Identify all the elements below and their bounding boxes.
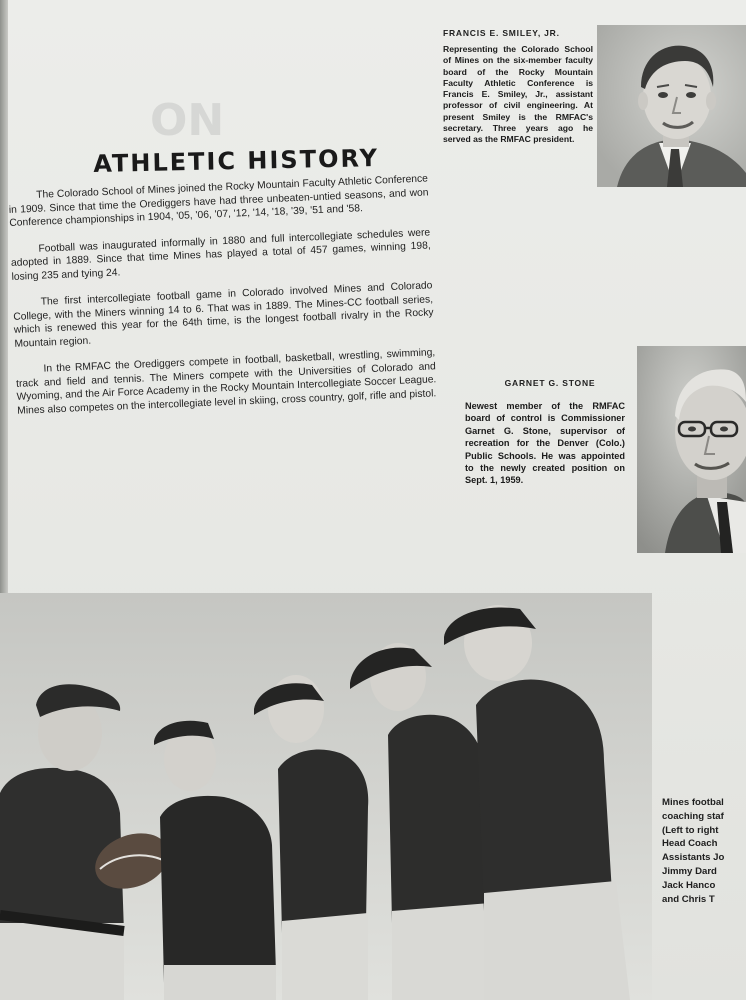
- stone-name: GARNET G. STONE: [504, 378, 596, 388]
- stone-caption-block: [465, 378, 625, 487]
- athletic-history-heading: ATHLETIC HISTORY: [93, 144, 380, 178]
- athletic-history-body: [8, 172, 438, 430]
- staff-photo-caption: [662, 796, 746, 906]
- caption-line: and Chris T: [662, 893, 715, 905]
- smiley-bio: Representing the Colorado School of Mines on the six-member faculty board of the Rocky Mountain Faculty Athletic Conference is Francis E. Smiley, Jr., assistant professor of civil engineering. At present Smiley is the RMFAC's secretary. Three years ago he served as the RMFAC president.: [443, 44, 593, 145]
- history-paragraph: Football was inaugurated informally in 1880 and full intercollegiate schedules were adopted in 1889. Since that time Mines has played a total of 457 games, winning 198, losing 235 and tying 24.: [10, 226, 431, 283]
- caption-line: Jimmy Dard: [662, 865, 717, 877]
- caption-line: coaching staf: [662, 810, 724, 822]
- garnet-stone-portrait: [637, 346, 746, 553]
- stone-bio: Newest member of the RMFAC board of control is Commissioner Garnet G. Stone, supervisor of recreation for the Denver (Colo.) Public Schools. He was appointed to the newly created position on Sept. 1, 1959.: [465, 401, 625, 486]
- caption-line: Head Coach: [662, 838, 718, 850]
- coaching-staff-photo: [0, 593, 652, 1000]
- history-paragraph: The Colorado School of Mines joined the Rocky Mountain Faculty Athletic Conference in 1909. Since that time the Orediggers have had three unbeaten-untied seasons, and won Conference championships in 1904, '05, '06, '07, '12, '14, '18, '39, '51 and '58.: [8, 173, 429, 229]
- caption-line: Assistants Jo: [662, 852, 725, 864]
- caption-line: (Left to right: [662, 824, 719, 836]
- francis-smiley-portrait: [597, 25, 746, 187]
- caption-line: Jack Hanco: [662, 879, 716, 891]
- history-paragraph: The first intercollegiate football game in Colorado involved Mines and Colorado College, with the Miners winning 14 to 6. That was in 1889. The Mines-CC football series, which is renewed this year for the 64th time, is the longest football rivalry in the Rocky Mountain region.: [13, 280, 434, 350]
- caption-line: Mines footbal: [662, 797, 724, 808]
- smiley-caption-block: [443, 28, 593, 146]
- history-paragraph: In the RMFAC the Orediggers compete in football, basketball, wrestling, swimming, track and field and tennis. The Miners compete with the Universities of Colorado and Wyoming, and the Air Force Academy in the Rocky Mountain Intercollegiate Soccer League. Mines also competes on the intercollegiate level in skiing, cross country, golf, rifle and pistol.: [15, 347, 437, 417]
- show-through-mark: ON: [150, 95, 225, 146]
- smiley-name: FRANCIS E. SMILEY, JR.: [443, 28, 560, 38]
